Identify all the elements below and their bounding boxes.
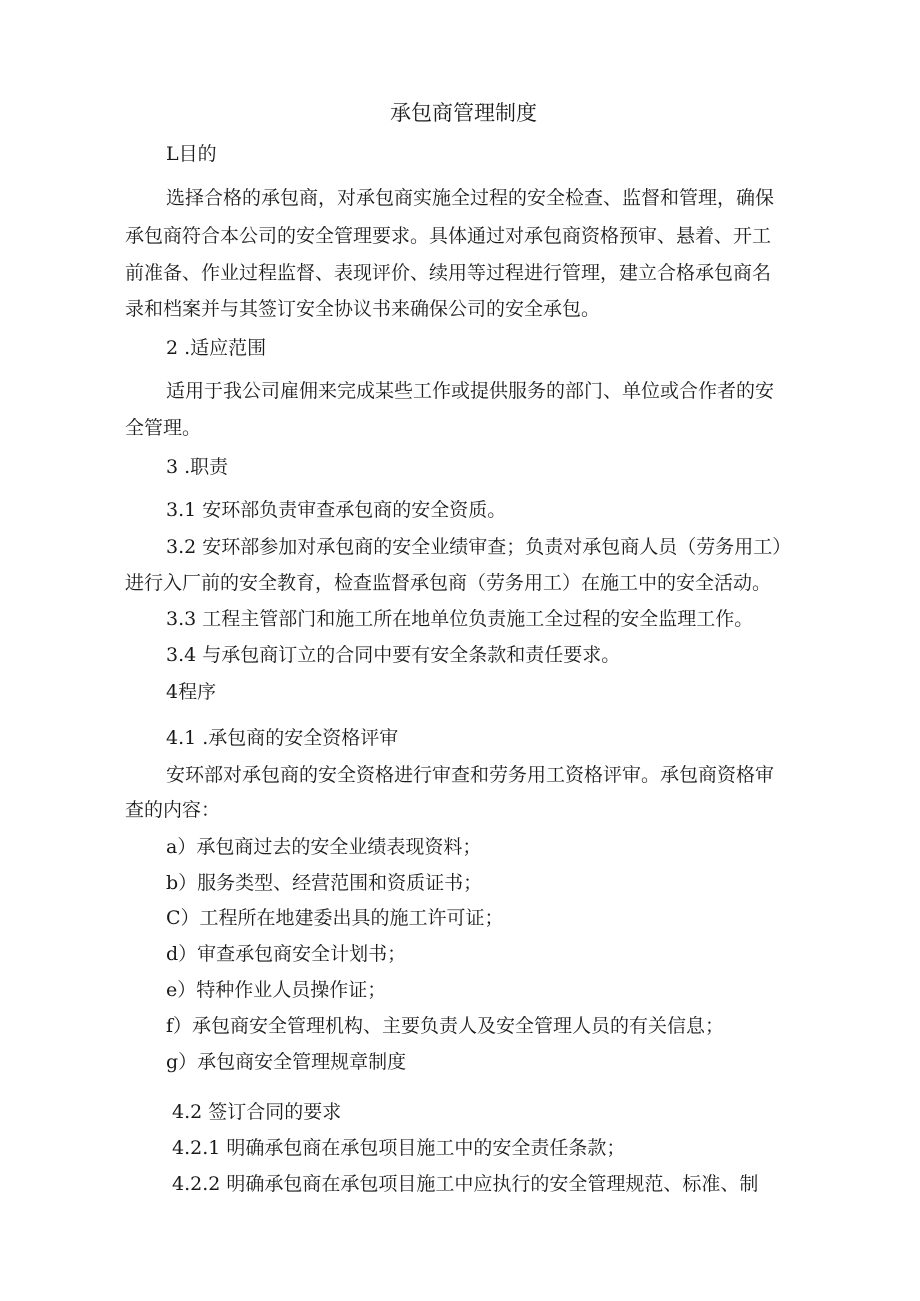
list-item: C）工程所在地建委出具的施工许可证； bbox=[166, 907, 504, 929]
list-item: e）特种作业人员操作证； bbox=[166, 979, 387, 1001]
list-item: a）承包商过去的安全业绩表现资料； bbox=[166, 836, 482, 858]
clause-line: 4.2.2 明确承包商在承包项目施工中应执行的安全管理规范、标准、制 bbox=[172, 1173, 759, 1195]
clause-line: 3.3 工程主管部门和施工所在地单位负责施工全过程的安全监理工作。 bbox=[166, 608, 754, 630]
clause-line: 4.2.1 明确承包商在承包项目施工中的安全责任条款； bbox=[172, 1137, 626, 1159]
section-heading-procedure: 4程序 bbox=[166, 681, 217, 703]
paragraph-line: 录和档案并与其签订安全协议书来确保公司的安全承包。 bbox=[125, 298, 601, 320]
clause-line: 进行入厂前的安全教育，检查监督承包商（劳务用工）在施工中的安全活动。 bbox=[125, 572, 772, 594]
paragraph-line: 选择合格的承包商，对承包商实施全过程的安全检查、监督和管理，确保 bbox=[166, 187, 775, 209]
paragraph-line: 适用于我公司雇佣来完成某些工作或提供服务的部门、单位或合作者的安 bbox=[166, 380, 775, 402]
section-heading-scope: 2 .适应范围 bbox=[166, 337, 267, 359]
list-item: b）服务类型、经营范围和资质证书； bbox=[166, 872, 483, 894]
paragraph-line: 全管理。 bbox=[125, 417, 202, 439]
clause-line: 3.2 安环部参加对承包商的安全业绩审查；负责对承包商人员（劳务用工） bbox=[166, 536, 792, 558]
list-item: d）审查承包商安全计划书； bbox=[166, 943, 407, 965]
paragraph-line: 承包商符合本公司的安全管理要求。具体通过对承包商资格预审、悬着、开工 bbox=[125, 225, 772, 247]
list-item: f）承包商安全管理机构、主要负责人及安全管理人员的有关信息； bbox=[166, 1015, 725, 1037]
section-heading-purpose: L目的 bbox=[166, 143, 217, 165]
subsection-heading: 4.2 签订合同的要求 bbox=[172, 1101, 342, 1123]
list-item: g）承包商安全管理规章制度 bbox=[166, 1051, 407, 1073]
clause-line: 3.4 与承包商订立的合同中要有安全条款和责任要求。 bbox=[166, 644, 621, 666]
subsection-heading: 4.1 .承包商的安全资格评审 bbox=[166, 727, 399, 749]
paragraph-line: 查的内容： bbox=[125, 799, 221, 821]
clause-line: 3.1 安环部负责审查承包商的安全资质。 bbox=[166, 499, 507, 521]
paragraph-line: 前准备、作业过程监督、表现评价、续用等过程进行管理，建立合格承包商名 bbox=[125, 262, 772, 284]
paragraph-line: 安环部对承包商的安全资格进行审查和劳务用工资格评审。承包商资格审 bbox=[166, 764, 775, 786]
document-title: 承包商管理制度 bbox=[390, 101, 537, 125]
section-heading-responsibilities: 3 .职责 bbox=[166, 456, 229, 478]
